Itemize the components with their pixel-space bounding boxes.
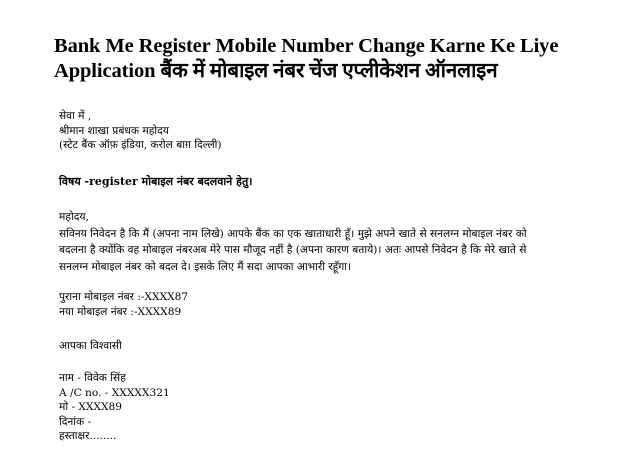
body-line-3: सनलग्न मोबाइल नंबर को बदल दे। इसके लिए मैं सदा आपका आभारी रहूँगा। [59, 260, 352, 273]
recipient-address [59, 109, 222, 153]
page-title [54, 34, 634, 84]
new-number: नया मोबाइल नंबर :-XXXX89 [59, 305, 182, 318]
letter-body [59, 209, 527, 275]
body-line-1: सविनय निवेदन है कि मैं (अपना नाम लिखे) आपके बैंक का एक खाताधारी हूँ। मुझे अपने खाते से सनलग्न मोबाइल नंबर को [59, 227, 527, 240]
title-line-2: Application बैंक में मोबाइल नंबर चेंज एप्लीकेशन ऑनलाइन [54, 60, 498, 82]
signature-account: A /C no. - XXXXX321 [59, 386, 170, 399]
title-line-1: Bank Me Register Mobile Number Change Karne Ke Liye [54, 35, 559, 57]
body-line-2: बदलना है क्योंकि वह मोबाइल नंबरअब मेरे पास मौजूद नहीं है (अपना कारण बताये)। अतः आपसे निवेदन है कि मेरे खाते से [59, 244, 527, 256]
address-line-3: (स्टेट बैंक ऑफ़ इंडिया, करोल बाग़ दिल्ली) [59, 139, 222, 151]
salutation: महोदय, [59, 211, 89, 223]
old-number: पुराना मोबाइल नंबर :-XXXX87 [59, 291, 189, 303]
signature-mobile: मो - XXXX89 [59, 401, 123, 413]
signature-block [59, 371, 170, 444]
address-line-2: श्रीमान शाखा प्रबंधक महोदय [59, 124, 169, 137]
subject-line: विषय -register मोबाइल नंबर बदलवाने हेतु। [59, 175, 253, 188]
closing: आपका विश्वासी [59, 340, 122, 352]
signature-name: नाम - विवेक सिंह [59, 372, 126, 384]
mobile-numbers [59, 290, 188, 319]
address-line-1: सेवा में , [59, 110, 92, 122]
signature-sign: हस्ताक्षर........ [59, 430, 117, 442]
signature-date: दिनांक - [59, 415, 92, 428]
